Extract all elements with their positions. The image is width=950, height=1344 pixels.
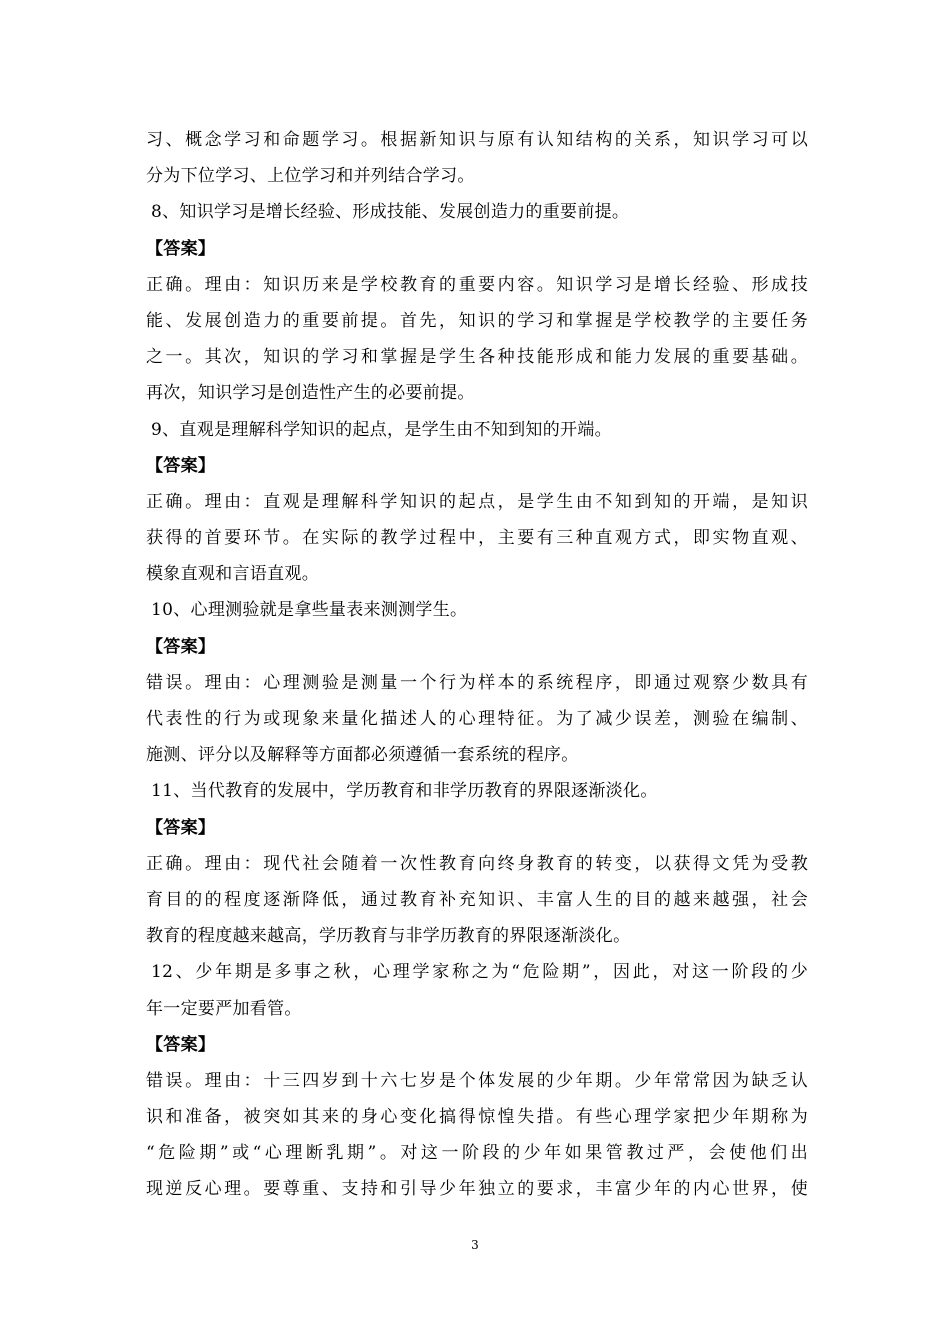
question-line: 9、直观是理解科学知识的起点，是学生由不知到知的开端。 [151, 419, 612, 440]
text-line: 错误。理由：十三四岁到十六七岁是个体发展的少年期。少年常常因为缺乏认 [146, 1070, 808, 1091]
text-line: “危险期”或“心理断乳期”。对这一阶段的少年如果管教过严，会使他们出 [146, 1143, 808, 1164]
text-line: 正确。理由：现代社会随着一次性教育向终身教育的转变，以获得文凭为受教 [146, 853, 808, 874]
text-line: 能、发展创造力的重要前提。首先，知识的学习和掌握是学校教学的主要任务 [146, 310, 808, 331]
text-line: 再次，知识学习是创造性产生的必要前提。 [146, 383, 475, 404]
text-line: 施测、评分以及解释等方面都必须遵循一套系统的程序。 [146, 745, 579, 766]
page-number: 3 [471, 1238, 479, 1252]
text-line: 模象直观和言语直观。 [146, 564, 319, 585]
text-line: 代表性的行为或现象来量化描述人的心理特征。为了减少误差，测验在编制、 [146, 709, 808, 729]
text-line: 年一定要严加看管。 [146, 998, 302, 1019]
text-line: 分为下位学习、上位学习和并列结合学习。 [146, 166, 475, 187]
answer-label: 【答案】 [146, 817, 216, 838]
text-line: 现逆反心理。要尊重、支持和引导少年独立的要求，丰富少年的内心世界，使 [146, 1179, 808, 1200]
text-line: 之一。其次，知识的学习和掌握是学生各种技能形成和能力发展的重要基础。 [146, 347, 808, 368]
text-line: 正确。理由：知识历来是学校教育的重要内容。知识学习是增长经验、形成技 [146, 274, 808, 295]
document-body [146, 122, 808, 1208]
answer-label: 【答案】 [146, 238, 216, 259]
text-line: 识和准备，被突如其来的身心变化搞得惊惶失措。有些心理学家把少年期称为 [146, 1107, 808, 1128]
question-line: 8、知识学习是增长经验、形成技能、发展创造力的重要前提。 [151, 202, 630, 223]
answer-label: 【答案】 [146, 636, 216, 657]
question-line: 12、少年期是多事之秋，心理学家称之为“危险期”，因此，对这一阶段的少 [151, 962, 808, 983]
text-line: 正确。理由：直观是理解科学知识的起点，是学生由不知到知的开端，是知识 [146, 491, 808, 512]
text-line: 育目的的程度逐渐降低，通过教育补充知识、丰富人生的目的越来越强，社会 [146, 889, 808, 910]
text-line: 获得的首要环节。在实际的教学过程中，主要有三种直观方式，即实物直观、 [146, 528, 808, 549]
question-line: 10、心理测验就是拿些量表来测测学生。 [151, 600, 468, 621]
answer-label: 【答案】 [146, 455, 216, 476]
text-line: 习、概念学习和命题学习。根据新知识与原有认知结构的关系，知识学习可以 [146, 130, 808, 150]
text-line: 教育的程度越来越高，学历教育与非学历教育的界限逐渐淡化。 [146, 926, 631, 947]
question-line: 11、当代教育的发展中，学历教育和非学历教育的界限逐渐淡化。 [151, 781, 658, 802]
text-line: 错误。理由：心理测验是测量一个行为样本的系统程序，即通过观察少数具有 [146, 672, 808, 693]
answer-label: 【答案】 [146, 1034, 216, 1055]
